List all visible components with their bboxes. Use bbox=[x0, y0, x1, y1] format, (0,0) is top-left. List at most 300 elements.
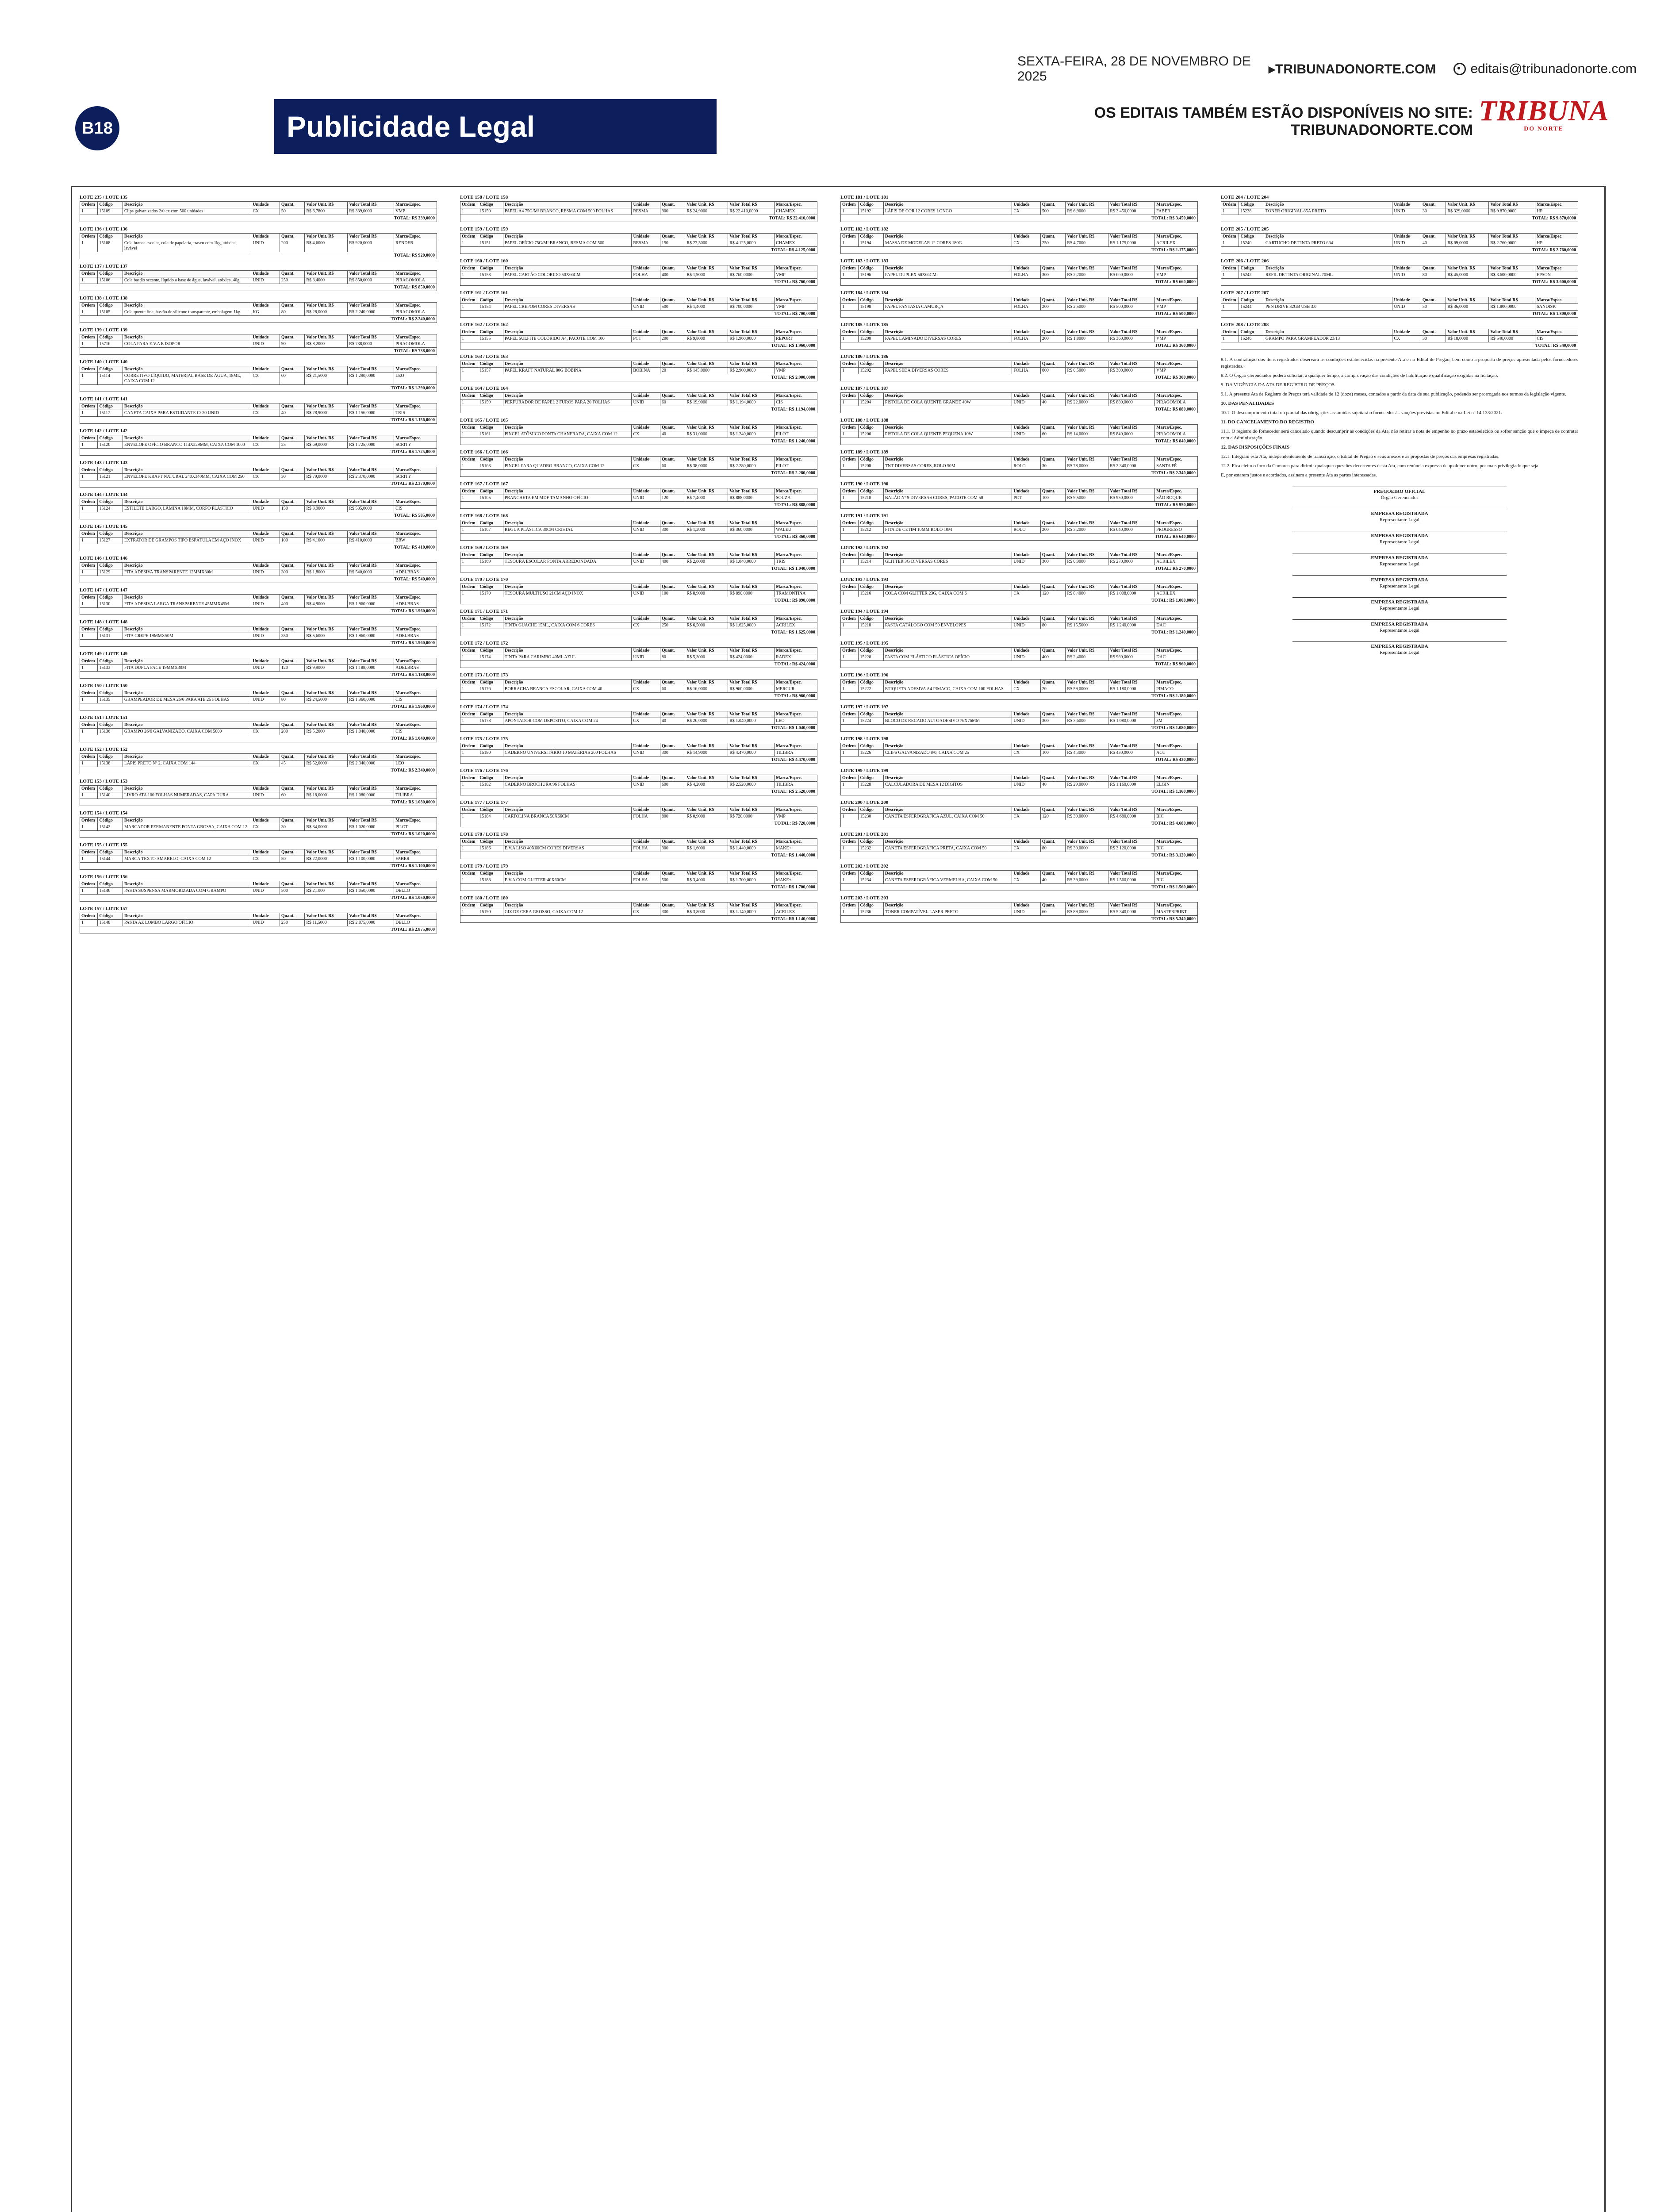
column-header: Valor Unit. R$ bbox=[685, 743, 728, 750]
table-cell: 600 bbox=[660, 782, 685, 788]
lot-total: TOTAL: R$ 720,0000 bbox=[460, 820, 817, 827]
lot-heading: LOTE 198 / LOTE 198 bbox=[840, 736, 889, 741]
lot-total: TOTAL: R$ 760,0000 bbox=[460, 279, 817, 286]
items-table bbox=[80, 785, 437, 799]
column-header: Unidade bbox=[251, 467, 280, 474]
table-cell: 300 bbox=[1040, 272, 1065, 279]
table-cell: BORRACHA BRANCA ESCOLAR, CAIXA COM 40 bbox=[503, 686, 632, 693]
column-header: Descrição bbox=[883, 234, 1012, 240]
table-cell: 15163 bbox=[478, 463, 503, 470]
table-cell: ENVELOPE KRAFT NATURAL 240X340MM, CAIXA COM 250 bbox=[123, 474, 251, 480]
column-header: Valor Total R$ bbox=[348, 881, 394, 888]
table-cell: CARTUCHO DE TINTA PRETO 664 bbox=[1264, 240, 1392, 247]
column-header: Valor Unit. R$ bbox=[1066, 234, 1108, 240]
column-header: Marca/Espec. bbox=[775, 329, 817, 336]
table-header-row bbox=[80, 722, 437, 729]
table-header-row bbox=[841, 234, 1198, 240]
table-header-row bbox=[460, 329, 817, 336]
lot-block bbox=[460, 322, 817, 349]
column-header: Ordem bbox=[841, 648, 859, 654]
table-cell: REFIL DE TINTA ORIGINAL 70ML bbox=[1264, 272, 1392, 279]
lot-heading: LOTE 171 / LOTE 171 bbox=[460, 609, 508, 614]
table-row bbox=[841, 272, 1198, 279]
table-cell: ACRILEX bbox=[1155, 240, 1198, 247]
table-cell: 1 bbox=[80, 920, 98, 926]
table-cell: VMP bbox=[1155, 304, 1198, 311]
table-row bbox=[80, 633, 437, 640]
table-header-row bbox=[80, 563, 437, 569]
lot-total: TOTAL: R$ 1.040,0000 bbox=[460, 725, 817, 732]
table-cell: TRIS bbox=[394, 410, 437, 417]
table-row bbox=[841, 686, 1198, 693]
lot-total: TOTAL: R$ 1.040,0000 bbox=[460, 565, 817, 572]
column-header: Valor Unit. R$ bbox=[305, 467, 348, 474]
table-cell: R$ 1.440,0000 bbox=[728, 845, 775, 852]
lot-total: TOTAL: R$ 2.900,0000 bbox=[460, 374, 817, 381]
column-header: Código bbox=[1239, 297, 1264, 304]
column-header: Marca/Espec. bbox=[1535, 234, 1578, 240]
column-header: Código bbox=[1239, 202, 1264, 208]
table-cell: ACRILEX bbox=[1155, 559, 1198, 565]
table-cell: 40 bbox=[280, 410, 304, 417]
table-cell: 120 bbox=[1040, 814, 1065, 820]
table-cell: R$ 6,5000 bbox=[685, 622, 728, 629]
lot-heading: LOTE 193 / LOTE 193 bbox=[840, 577, 889, 582]
table-cell: 90 bbox=[280, 341, 304, 348]
table-cell: R$ 1,8000 bbox=[1066, 336, 1108, 342]
lot-total: TOTAL: R$ 9.870,0000 bbox=[1221, 215, 1578, 222]
column-header: Marca/Espec. bbox=[775, 902, 817, 909]
table-cell: PAPEL CARTÃO COLORIDO 50X66CM bbox=[503, 272, 632, 279]
table-header-row bbox=[841, 839, 1198, 845]
items-table bbox=[80, 334, 437, 348]
column-header: Código bbox=[478, 839, 503, 845]
table-cell: FOLHA bbox=[632, 272, 660, 279]
table-cell: UNID bbox=[1392, 208, 1421, 215]
column-header: Unidade bbox=[632, 680, 660, 686]
table-row bbox=[80, 240, 437, 252]
lot-block bbox=[840, 577, 1198, 604]
table-cell: R$ 3,2000 bbox=[1066, 527, 1108, 534]
signature-name: EMPRESA REGISTRADA bbox=[1371, 511, 1428, 516]
table-cell: ACRILEX bbox=[1155, 591, 1198, 597]
column-header: Valor Total R$ bbox=[728, 202, 775, 208]
column-header: Descrição bbox=[123, 690, 251, 697]
column-header: Quant. bbox=[1040, 425, 1065, 431]
table-cell: HP bbox=[1535, 208, 1578, 215]
table-cell: 60 bbox=[280, 373, 304, 385]
items-table bbox=[460, 488, 817, 502]
column-header: Código bbox=[98, 334, 123, 341]
table-cell: R$ 1.156,0000 bbox=[348, 410, 394, 417]
table-cell: 15228 bbox=[859, 782, 883, 788]
table-header-row bbox=[460, 743, 817, 750]
table-cell: R$ 39,0000 bbox=[1066, 845, 1108, 852]
column-header: Descrição bbox=[503, 393, 632, 399]
column-header: Código bbox=[98, 881, 123, 888]
table-cell: MAKE+ bbox=[775, 845, 817, 852]
lot-block bbox=[80, 264, 437, 291]
column-header: Valor Total R$ bbox=[728, 584, 775, 591]
column-header: Valor Total R$ bbox=[1108, 775, 1155, 782]
column-header: Quant. bbox=[660, 202, 685, 208]
table-cell: R$ 3.120,0000 bbox=[1108, 845, 1155, 852]
lot-block bbox=[840, 290, 1198, 318]
table-cell: 45 bbox=[280, 760, 304, 767]
table-cell: SCRITY bbox=[394, 442, 437, 449]
column-header: Descrição bbox=[503, 839, 632, 845]
table-cell: R$ 0,9000 bbox=[685, 814, 728, 820]
table-cell: 80 bbox=[1040, 845, 1065, 852]
column-header: Descrição bbox=[883, 425, 1012, 431]
table-cell: GIZ DE CERA GROSSO, CAIXA COM 12 bbox=[503, 909, 632, 916]
signature-role: Representante Legal bbox=[1379, 584, 1420, 589]
table-header-row bbox=[841, 425, 1198, 431]
column-header: Descrição bbox=[883, 488, 1012, 495]
column-header: Código bbox=[98, 786, 123, 792]
column-header: Marca/Espec. bbox=[775, 361, 817, 368]
table-cell: 120 bbox=[280, 665, 304, 672]
notice-text bbox=[1221, 357, 1578, 656]
lot-block bbox=[460, 513, 817, 541]
column-header: Unidade bbox=[251, 334, 280, 341]
table-cell: RADEX bbox=[775, 654, 817, 661]
column-header: Valor Unit. R$ bbox=[1066, 265, 1108, 272]
table-cell: R$ 69,0000 bbox=[1446, 240, 1489, 247]
table-cell: R$ 4,3000 bbox=[1066, 750, 1108, 757]
table-cell: TRIS bbox=[775, 559, 817, 565]
lot-block bbox=[840, 449, 1198, 477]
table-cell: 1 bbox=[460, 399, 478, 406]
column-header: Marca/Espec. bbox=[1155, 425, 1198, 431]
column-header: Valor Unit. R$ bbox=[1446, 265, 1489, 272]
table-cell: SANTA FÉ bbox=[1155, 463, 1198, 470]
table-row bbox=[841, 654, 1198, 661]
table-cell: R$ 720,0000 bbox=[728, 814, 775, 820]
table-cell: PCT bbox=[1012, 495, 1041, 502]
column-header: Descrição bbox=[123, 881, 251, 888]
column-header: Descrição bbox=[123, 563, 251, 569]
lot-heading: LOTE 173 / LOTE 173 bbox=[460, 672, 508, 678]
column-header: Valor Unit. R$ bbox=[685, 648, 728, 654]
table-cell: SCRITY bbox=[394, 474, 437, 480]
table-row bbox=[460, 591, 817, 597]
lot-total: TOTAL: R$ 4.125,0000 bbox=[460, 247, 817, 254]
table-cell: 15232 bbox=[859, 845, 883, 852]
table-cell: 80 bbox=[660, 654, 685, 661]
column-header: Unidade bbox=[1012, 743, 1041, 750]
column-header: Valor Unit. R$ bbox=[305, 334, 348, 341]
table-row bbox=[460, 304, 817, 311]
table-cell: CIS bbox=[394, 506, 437, 512]
column-header: Quant. bbox=[280, 913, 304, 920]
table-cell: CANETA ESFEROGRÁFICA VERMELHA, CAIXA COM 50 bbox=[883, 877, 1012, 884]
column-header: Código bbox=[478, 680, 503, 686]
lot-heading: LOTE 179 / LOTE 179 bbox=[460, 864, 508, 869]
table-cell: CX bbox=[251, 729, 280, 735]
table-row bbox=[841, 304, 1198, 311]
signature-block bbox=[1221, 531, 1578, 545]
table-cell: UNID bbox=[251, 601, 280, 608]
table-cell: 15154 bbox=[478, 304, 503, 311]
table-cell: 1 bbox=[460, 559, 478, 565]
column-header: Descrição bbox=[883, 584, 1012, 591]
items-table bbox=[840, 743, 1198, 757]
items-table bbox=[840, 775, 1198, 788]
lot-total: TOTAL: R$ 1.194,0000 bbox=[460, 406, 817, 413]
column-header: Quant. bbox=[1040, 361, 1065, 368]
table-row bbox=[80, 760, 437, 767]
table-cell: 15167 bbox=[478, 527, 503, 534]
table-cell: R$ 960,0000 bbox=[1108, 654, 1155, 661]
lot-heading: LOTE 139 / LOTE 139 bbox=[80, 327, 128, 333]
table-cell: BLOCO DE RECADO AUTOADESIVO 76X76MM bbox=[883, 718, 1012, 725]
column-header: Código bbox=[859, 361, 883, 368]
table-cell: 15202 bbox=[859, 368, 883, 374]
column-header: Valor Unit. R$ bbox=[305, 234, 348, 240]
table-cell: 40 bbox=[1040, 399, 1065, 406]
table-cell: R$ 2.760,0000 bbox=[1489, 240, 1535, 247]
table-cell: 15224 bbox=[859, 718, 883, 725]
table-cell: R$ 890,0000 bbox=[728, 591, 775, 597]
column-header: Unidade bbox=[251, 271, 280, 277]
table-cell: CX bbox=[1012, 591, 1041, 597]
table-cell: R$ 4,1000 bbox=[305, 538, 348, 544]
lot-heading: LOTE 157 / LOTE 157 bbox=[80, 906, 128, 911]
column-header: Quant. bbox=[280, 881, 304, 888]
items-table bbox=[80, 270, 437, 284]
lot-block bbox=[80, 428, 437, 456]
lot-heading: LOTE 201 / LOTE 201 bbox=[840, 832, 889, 837]
signature-name: EMPRESA REGISTRADA bbox=[1371, 644, 1428, 649]
table-cell: PAPEL CREPOM CORES DIVERSAS bbox=[503, 304, 632, 311]
column-header: Código bbox=[98, 595, 123, 601]
site-link[interactable]: ▸TRIBUNADONORTE.COM bbox=[1268, 61, 1436, 77]
column-header: Marca/Espec. bbox=[394, 435, 437, 442]
column-header: Valor Total R$ bbox=[728, 457, 775, 463]
column-header: Marca/Espec. bbox=[394, 913, 437, 920]
notice-paragraph: 8.1. A contratação dos itens registrados observará as condições estabelecidas na presente Ata e no Edital de Pregão, bem como a proposta de preços apresentada pelos fornecedores registrados. bbox=[1221, 357, 1578, 369]
table-cell: 30 bbox=[1421, 208, 1446, 215]
table-cell: 1 bbox=[841, 750, 859, 757]
items-table bbox=[460, 584, 817, 597]
column-header: Quant. bbox=[280, 531, 304, 538]
table-cell: 15204 bbox=[859, 399, 883, 406]
column-header: Ordem bbox=[841, 329, 859, 336]
table-cell: PINCEL PARA QUADRO BRANCO, CAIXA COM 12 bbox=[503, 463, 632, 470]
table-cell: ELGIN bbox=[1155, 782, 1198, 788]
signature-role: Representante Legal bbox=[1379, 561, 1420, 567]
table-cell: Clips galvanizados 2/0 cx com 500 unidades bbox=[123, 208, 251, 215]
column-header: Descrição bbox=[883, 775, 1012, 782]
table-row bbox=[460, 718, 817, 725]
table-cell: UNID bbox=[1392, 240, 1421, 247]
lot-total: TOTAL: R$ 1.725,0000 bbox=[80, 449, 437, 456]
table-row bbox=[841, 559, 1198, 565]
table-cell: CX bbox=[251, 442, 280, 449]
lot-total: TOTAL: R$ 540,0000 bbox=[80, 576, 437, 583]
table-cell: 1 bbox=[460, 845, 478, 852]
column-header: Código bbox=[859, 297, 883, 304]
column-header: Unidade bbox=[632, 202, 660, 208]
lot-heading: LOTE 207 / LOTE 207 bbox=[1221, 290, 1269, 296]
table-cell: R$ 9,5000 bbox=[1066, 495, 1108, 502]
table-cell: 900 bbox=[660, 208, 685, 215]
column-header: Marca/Espec. bbox=[1155, 329, 1198, 336]
column-header: Valor Total R$ bbox=[348, 754, 394, 760]
column-header: Descrição bbox=[503, 552, 632, 559]
lot-heading: LOTE 165 / LOTE 165 bbox=[460, 418, 508, 423]
table-row bbox=[80, 341, 437, 348]
table-cell: R$ 270,0000 bbox=[1108, 559, 1155, 565]
column-header: Valor Unit. R$ bbox=[685, 457, 728, 463]
column-header: Descrição bbox=[883, 297, 1012, 304]
column-header: Marca/Espec. bbox=[1155, 457, 1198, 463]
items-table bbox=[840, 615, 1198, 629]
items-table bbox=[80, 366, 437, 385]
lot-block bbox=[460, 258, 817, 286]
table-row bbox=[460, 782, 817, 788]
table-cell: 100 bbox=[280, 538, 304, 544]
lot-block bbox=[80, 619, 437, 647]
table-cell: CX bbox=[1012, 877, 1041, 884]
table-cell: 1 bbox=[460, 877, 478, 884]
table-cell: BIC bbox=[1155, 814, 1198, 820]
lot-heading: LOTE 149 / LOTE 149 bbox=[80, 651, 128, 657]
table-cell: 1 bbox=[80, 760, 98, 767]
table-cell: 60 bbox=[280, 792, 304, 799]
column-header: Descrição bbox=[503, 680, 632, 686]
column-header: Valor Unit. R$ bbox=[305, 818, 348, 824]
column-header: Valor Total R$ bbox=[348, 531, 394, 538]
column-header: Marca/Espec. bbox=[1155, 775, 1198, 782]
lot-heading: LOTE 147 / LOTE 147 bbox=[80, 588, 128, 593]
table-cell: VMP bbox=[775, 304, 817, 311]
column-header: Valor Total R$ bbox=[728, 234, 775, 240]
column-header: Unidade bbox=[1012, 680, 1041, 686]
column-header: Unidade bbox=[1012, 234, 1041, 240]
table-cell: R$ 1.008,0000 bbox=[1108, 591, 1155, 597]
items-table bbox=[80, 849, 437, 863]
column-header: Ordem bbox=[841, 775, 859, 782]
table-cell: 250 bbox=[660, 622, 685, 629]
column-header: Valor Unit. R$ bbox=[1066, 457, 1108, 463]
column-header: Valor Unit. R$ bbox=[1066, 775, 1108, 782]
items-table bbox=[460, 297, 817, 311]
items-table bbox=[80, 913, 437, 926]
column-header: Descrição bbox=[883, 265, 1012, 272]
table-cell: R$ 4,7000 bbox=[1066, 240, 1108, 247]
table-cell: 1 bbox=[80, 888, 98, 895]
table-cell: 15178 bbox=[478, 718, 503, 725]
column-header: Unidade bbox=[1012, 329, 1041, 336]
column-header: Quant. bbox=[1040, 552, 1065, 559]
lot-heading: LOTE 176 / LOTE 176 bbox=[460, 768, 508, 773]
column-header: Valor Total R$ bbox=[348, 234, 394, 240]
table-header-row bbox=[460, 488, 817, 495]
column-header: Marca/Espec. bbox=[775, 393, 817, 399]
table-cell: FOLHA bbox=[632, 814, 660, 820]
column-header: Valor Unit. R$ bbox=[685, 839, 728, 845]
column-header: Ordem bbox=[841, 680, 859, 686]
column-header: Valor Unit. R$ bbox=[305, 626, 348, 633]
table-cell: R$ 7,4000 bbox=[685, 495, 728, 502]
table-cell: 1 bbox=[841, 654, 859, 661]
lot-heading: LOTE 177 / LOTE 177 bbox=[460, 800, 508, 805]
column-header: Unidade bbox=[1012, 584, 1041, 591]
column-header: Valor Unit. R$ bbox=[1066, 297, 1108, 304]
column-header: Valor Total R$ bbox=[1108, 361, 1155, 368]
lot-total: TOTAL: R$ 1.560,0000 bbox=[840, 884, 1198, 891]
table-cell: 1 bbox=[841, 527, 859, 534]
table-header-row bbox=[460, 202, 817, 208]
column-header: Valor Total R$ bbox=[1108, 871, 1155, 877]
table-cell: R$ 1.050,0000 bbox=[348, 888, 394, 895]
lot-heading: LOTE 143 / LOTE 143 bbox=[80, 460, 128, 465]
lot-block bbox=[460, 386, 817, 413]
table-cell: PCT bbox=[632, 336, 660, 342]
table-cell: R$ 360,0000 bbox=[728, 527, 775, 534]
column-header: Descrição bbox=[503, 711, 632, 718]
column-header: Unidade bbox=[251, 366, 280, 373]
column-header: Unidade bbox=[632, 393, 660, 399]
table-cell: R$ 1.700,0000 bbox=[728, 877, 775, 884]
column-header: Valor Unit. R$ bbox=[305, 202, 348, 208]
table-cell: R$ 6,7800 bbox=[305, 208, 348, 215]
table-cell: 15238 bbox=[1239, 208, 1264, 215]
column-header: Marca/Espec. bbox=[1155, 393, 1198, 399]
lot-total: TOTAL: R$ 850,0000 bbox=[80, 284, 437, 291]
column-header: Ordem bbox=[460, 329, 478, 336]
table-cell: 15165 bbox=[478, 495, 503, 502]
column-header: Unidade bbox=[632, 807, 660, 814]
column-header: Valor Unit. R$ bbox=[685, 552, 728, 559]
table-cell: DAC bbox=[1155, 654, 1198, 661]
table-cell: R$ 430,0000 bbox=[1108, 750, 1155, 757]
table-row bbox=[460, 686, 817, 693]
lot-block bbox=[80, 396, 437, 424]
table-cell: MARCADOR PERMANENTE PONTA GROSSA, CAIXA COM 12 bbox=[123, 824, 251, 831]
table-cell: R$ 888,0000 bbox=[728, 495, 775, 502]
table-cell: R$ 2.280,0000 bbox=[728, 463, 775, 470]
email-contact[interactable] bbox=[1453, 61, 1637, 77]
column-header: Unidade bbox=[251, 563, 280, 569]
table-cell: R$ 2.520,0000 bbox=[728, 782, 775, 788]
items-table bbox=[840, 424, 1198, 438]
column-header: Ordem bbox=[460, 648, 478, 654]
lot-heading: LOTE 137 / LOTE 137 bbox=[80, 264, 128, 269]
items-table bbox=[840, 520, 1198, 534]
column-header: Ordem bbox=[80, 849, 98, 856]
table-cell: 15121 bbox=[98, 474, 123, 480]
column-header: Ordem bbox=[80, 722, 98, 729]
table-cell: PAPEL OFÍCIO 75G/M² BRANCO, RESMA COM 500 bbox=[503, 240, 632, 247]
column-header: Quant. bbox=[1421, 329, 1446, 336]
column-header: Valor Unit. R$ bbox=[685, 297, 728, 304]
lot-heading: LOTE 164 / LOTE 164 bbox=[460, 386, 508, 391]
table-row bbox=[80, 277, 437, 284]
column-header: Código bbox=[98, 435, 123, 442]
lot-total: TOTAL: R$ 660,0000 bbox=[840, 279, 1198, 286]
column-header: Marca/Espec. bbox=[1155, 520, 1198, 527]
column-header: Valor Unit. R$ bbox=[1446, 329, 1489, 336]
column-header: Unidade bbox=[251, 754, 280, 760]
column-header: Unidade bbox=[632, 552, 660, 559]
table-header-row bbox=[841, 807, 1198, 814]
table-cell: CX bbox=[632, 718, 660, 725]
column-header: Valor Total R$ bbox=[728, 393, 775, 399]
column-header: Quant. bbox=[280, 366, 304, 373]
